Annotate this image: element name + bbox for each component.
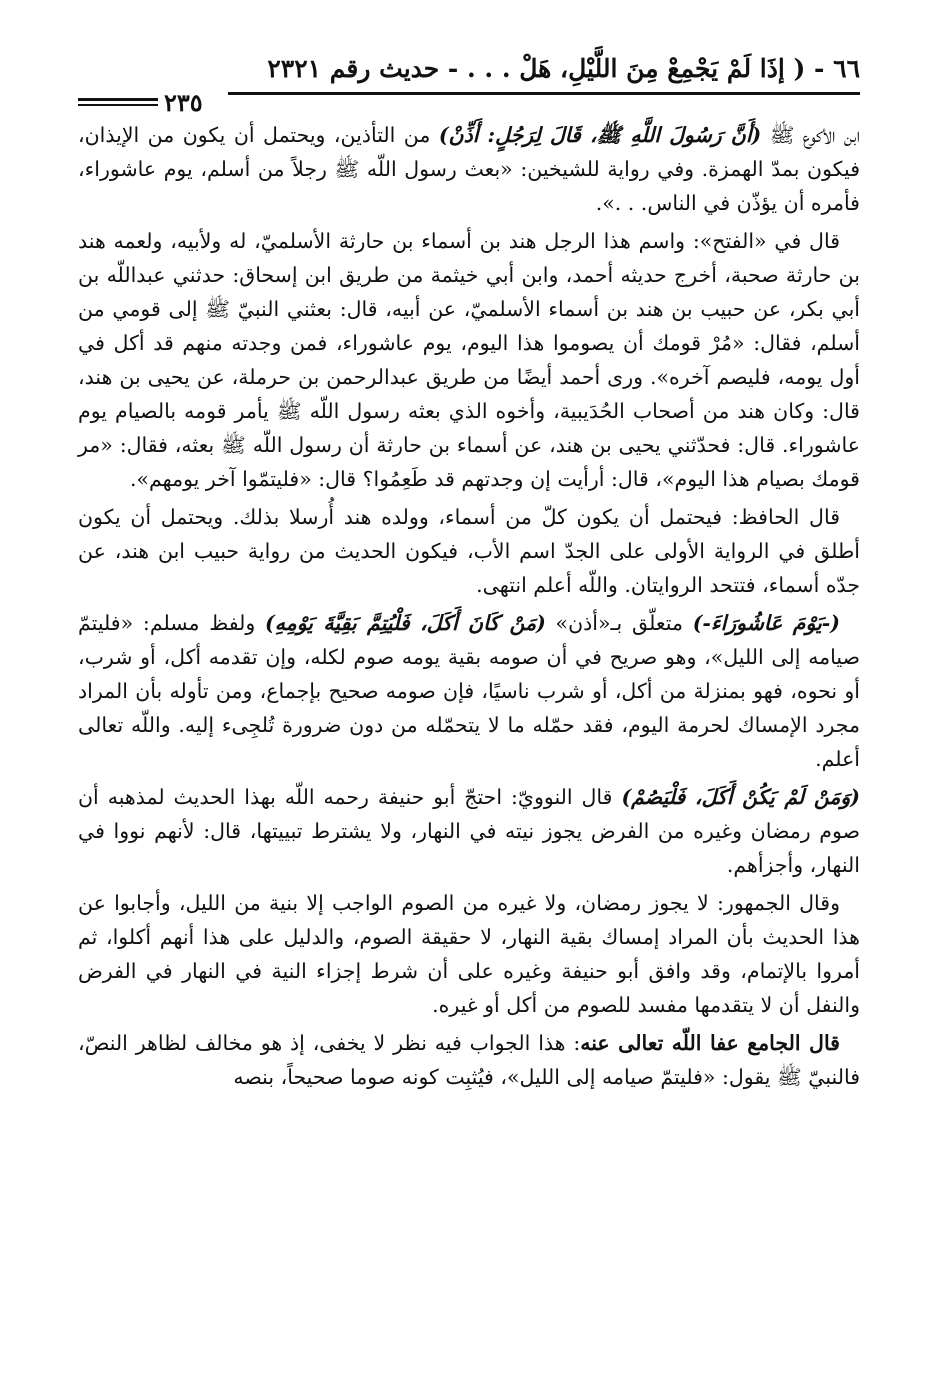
page-header [78,48,860,117]
paragraph-text: ابن الأكوع ﷺ [761,123,860,147]
paragraph: قال في «الفتح»: واسم هذا الرجل هند بن أسماء بن حارثة الأسلميّ، له ولأبيه، ولعمه هند بن حارثة صحبة، أخرج حديثه أحمد، وابن أبي خيثمة من طريق ابن إسحاق: حدثني عبداللّه بن أبي بكر، عن حبيب بن هند بن أسماء الأسلميّ، عن أبيه، قال: بعثني النبيّ ﷺ إلى قومي من أسلم، فقال: «مُرْ قومك أن يصوموا هذا اليوم، يوم عاشوراء، فمن وجدته منهم قد أكل في أول يومه، فليصم آخره». ورى أحمد أيضًا من طريق عبدالرحمن بن حرملة، عن يحيى بن هند، قال: وكان هند من أصحاب الحُدَيبية، وأخوه الذي بعثه رسول اللّه ﷺ يأمر قومه بالصيام يوم عاشوراء. قال: فحدّثني يحيى بن هند، عن أسماء بن حارثة أن رسول اللّه ﷺ بعثه، فقال: «مر قومك بصيام هذا اليوم»، قال: أرأيت إن وجدتهم قد طَعِمُوا؟ قال: «فليتمّوا آخر يومهم». [78,229,860,491]
book-page [78,48,860,1094]
header-rule [228,92,860,95]
paragraph: قال الحافظ: فيحتمل أن يكون كلّ من أسماء، وولده هند أُرسلا بذلك. ويحتمل أن يكون أطلق في الرواية الأولى على الجدّ اسم الأب، فيكون الحديث من رواية حبيب ابن هند، عن جدّه أسماء، فتتحد الروايتان. واللّه أعلم انتهى. [78,505,860,597]
paragraph-text: متعلّق بـ«أذن» [545,611,693,635]
paragraph [78,118,860,220]
page-number-rule [78,98,158,101]
page-number-rule-2 [78,104,158,106]
paragraph-text: من التأذين، ويحتمل أن يكون من الإيذان، فيكون بمدّ الهمزة. وفي رواية للشيخين: «بعث رسول اللّه ﷺ رجلاً من أسلم، يوم عاشوراء، فأمره أن يؤذّن في الناس. . .». [78,123,860,215]
paragraph-text: ولفظ مسلم: «فليتمّ صيامه إلى الليل»، وهو صريح في أن صومه بقية يومه صوم لكله، وإن تقدمه أكل، أو شرب، أو نحوه، فهو بمنزلة من أكل، أو شرب ناسيًا، فإن صومه صحيح بإجماع، ومن تأوله بأن المراد مجرد الإمساك لحرمة اليوم، فقد حمّله ما لا يتحمّله من دون ضرورة تُلجِىء إليه. واللّه تعالى أعلم. [78,611,860,771]
page-number: ٢٣٥ [164,88,203,117]
hadith-quote: (أَنَّ رَسُولَ اللَّهِ ﷺ، قَالَ لِرَجُلٍ: أَذِّنْ) [438,123,762,147]
paragraph: وقال الجمهور: لا يجوز رمضان، ولا غيره من الصوم الواجب إلا بنية من الليل، وأجابوا عن هذا الحديث بأن المراد إمساك بقية النهار، لا حقيقة الصوم، والدليل على هذا أنهم أكلوا، ثم أمروا بالإتمام، وقد وافق أبو حنيفة وغيره على أن شرط إجزاء النية في النهار في الفرض والنفل أن لا يتقدمها مفسد للصوم من أكل أو غيره. [78,891,860,1017]
running-title: ٦٦ - ( إذَا لَمْ يَجْمِعْ مِنَ اللَّيْلِ، هَلْ . . . - حديث رقم ٢٣٢١ [267,54,860,83]
paragraph [78,780,860,882]
hadith-quote: (وَمَنْ لَمْ يَكُنْ أَكَلَ، فَلْيَصُمْ) [621,785,861,809]
hadith-quote: (مَنْ كَانَ أَكَلَ، فَلْيُتِمَّ بَقِيَّةَ يَوْمِهِ) [265,611,546,635]
page-body [78,118,860,1094]
paragraph-text: : هذا الجواب فيه نظر لا يخفى، إذ هو مخالف لظاهر النصّ، فالنبيّ ﷺ يقول: «فليتمّ صيامه إلى الليل»، فيُثبِت كونه صوما صحيحاً، بنصه [78,1031,860,1089]
paragraph [78,606,860,776]
author-note-label: قال الجامع عفا اللّه تعالى عنه [580,1031,840,1055]
hadith-quote: (-يَوْمَ عَاشُورَاءَ-) [692,611,840,635]
paragraph [78,1026,860,1094]
paragraph-text: قال النوويّ: احتجّ أبو حنيفة رحمه اللّه بهذا الحديث لمذهبه أن صوم رمضان وغيره من الفرض يجوز نيته في النهار، ولا يشترط تبييتها، قال: لأنهم نووا في النهار، وأجزأهم. [78,785,860,877]
